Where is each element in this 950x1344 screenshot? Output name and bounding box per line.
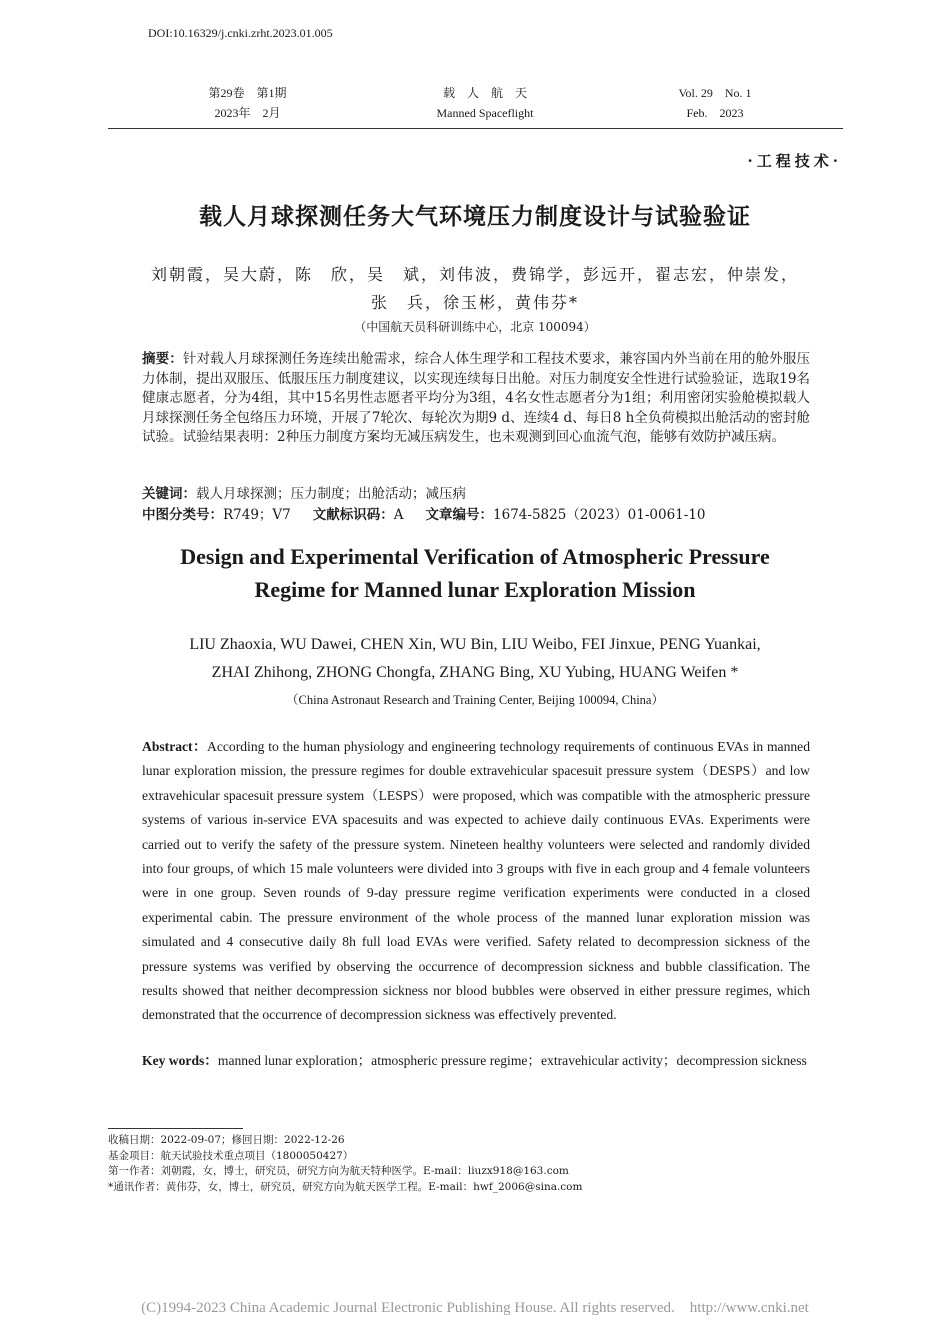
column-label: ·工程技术·	[747, 152, 842, 170]
keywords-cn-label: 关键词：	[142, 486, 196, 502]
header-date-en: Feb. 2023	[686, 106, 744, 120]
article-number-label: 文章编号：	[425, 507, 494, 523]
article-number-value: 1674-5825（2023）01-0061-10	[493, 507, 706, 523]
footnote-first-author: 第一作者：刘朝霞，女，博士，研究员，研究方向为航天特种医学。E-mail：liuzx918@163.com	[108, 1165, 569, 1177]
footnote-fund: 基金项目：航天试验技术重点项目（1800050427）	[108, 1149, 354, 1162]
copyright-watermark: (C)1994-2023 China Academic Journal Electronic Publishing House. All rights reserved. http://www.cnki.net	[141, 1300, 809, 1316]
footnote-corresponding: *通讯作者：黄伟芬，女，博士，研究员，研究方向为航天医学工程。E-mail：hwf_2006@sina.com	[108, 1180, 583, 1193]
header-journal-name	[410, 83, 560, 123]
abstract-en-text: According to the human physiology and engineering technology requirements of continuous EVAs in manned lunar exploration mission, the pressure regimes for double extravehicular spacesuit pressure system（DESPS）and low extravehicular spacesuit pressure system（LESPS）were proposed, which was compatible with the atmospheric pressure systems of various in-service EVA spacesuits and was expected to achieve daily continuous EVAs. Experiments were carried out to verify the safety of the pressure system. Nineteen healthy volunteers were selected and randomly divided into four groups, of which 15 male volunteers were divided into 3 groups with five in each group and 4 female volunteers were in one group. Seven rounds of 9-day pressure regime verification experiments were conducted in a closed experimental cabin. The pressure environment of the whole process of the manned lunar exploration mission was simulated and 4 consecutive daily 8h full load EVAs were verified. Safety related to decompression sickness of the pressure systems was verified by observing the occurrence of decompression sickness and bubble classification. The results showed that neither decompression sickness nor blood bubbles were observed in either pressure regimes, which demonstrated that the occurrence of decompression sickness was effectively prevented.	[142, 739, 811, 1023]
header-rule	[108, 128, 843, 129]
keywords-en	[142, 1049, 810, 1073]
affiliation-cn: （中国航天员科研训练中心，北京 100094）	[354, 320, 596, 334]
title-cn: 载人月球探测任务大气环境压力制度设计与试验验证	[199, 203, 751, 230]
header-date-cn: 2023年 2月	[214, 106, 281, 120]
footnote-received: 收稿日期：2022-09-07；修回日期：2022-12-26	[108, 1134, 345, 1146]
keywords-cn-text: 载人月球探测；压力制度；出舱活动；减压病	[196, 486, 466, 502]
authors-cn-line1: 刘朝霞，吴大蔚，陈 欣，吴 斌，刘伟波，费锦学，彭远开，翟志宏，仲崇发，	[150, 265, 799, 284]
keywords-en-text: manned lunar exploration；atmospheric pressure regime；extravehicular activity；decompression sickness	[217, 1053, 807, 1068]
keywords-cn	[142, 482, 810, 502]
doc-code-value: A	[393, 507, 404, 523]
footnote-rule	[108, 1128, 243, 1129]
header-volume-issue	[180, 83, 315, 123]
header-vol-no: Vol. 29 No. 1	[678, 86, 752, 100]
abstract-cn-label: 摘要：	[142, 351, 183, 367]
title-en-line2: Regime for Manned lunar Exploration Mission	[254, 577, 696, 602]
abstract-cn	[142, 350, 810, 448]
keywords-en-label: Key words：	[142, 1053, 218, 1068]
header-volume-en	[650, 83, 780, 123]
authors-en-line2: ZHAI Zhihong, ZHONG Chongfa, ZHANG Bing, XU Yubing, HUANG Weifen *	[211, 664, 739, 681]
doi-line: DOI:10.16329/j.cnki.zrht.2023.01.005	[148, 26, 333, 40]
doc-code-label: 文献标识码：	[312, 507, 394, 523]
clc-label: 中图分类号：	[142, 507, 223, 523]
authors-en-line1: LIU Zhaoxia, WU Dawei, CHEN Xin, WU Bin, LIU Weibo, FEI Jinxue, PENG Yuankai,	[189, 636, 761, 653]
header-volume: 第29卷 第1期	[208, 86, 287, 100]
clc-value: R749；V7	[223, 507, 291, 523]
authors-cn-line2: 张 兵，徐玉彬，黄伟芬*	[370, 293, 579, 312]
title-en-line1: Design and Experimental Verification of Atmospheric Pressure	[180, 544, 770, 569]
classification-cn	[142, 503, 810, 523]
header-journal-en: Manned Spaceflight	[436, 106, 534, 120]
footnotes	[108, 1133, 808, 1195]
affiliation-en: （China Astronaut Research and Training Center, Beijing 100094, China）	[286, 693, 664, 707]
header-journal-cn: 载 人 航 天	[442, 86, 527, 100]
abstract-en-label: Abstract：	[142, 739, 208, 754]
title-en	[0, 540, 950, 606]
abstract-cn-text: 针对载人月球探测任务连续出舱需求，综合人体生理学和工程技术要求，兼容国内外当前在用的舱外服压力体制，提出双服压、低服压压力制度建议，以实现连续每日出舱。对压力制度安全性进行试验验证，选取19名健康志愿者，分为4组，其中15名男性志愿者平均分为3组，4名女性志愿者分为1组；利用密闭实验舱模拟载人月球探测任务全包络压力环境，开展了7轮次、每轮次为期9 d、连续4 d、每日8 h全负荷模拟出舱活动的密封舱试验。试验结果表明：2种压力制度方案均无减压病发生，也未观测到回心血流气泡，能够有效防护减压病。	[142, 351, 810, 445]
abstract-en	[142, 735, 810, 1028]
